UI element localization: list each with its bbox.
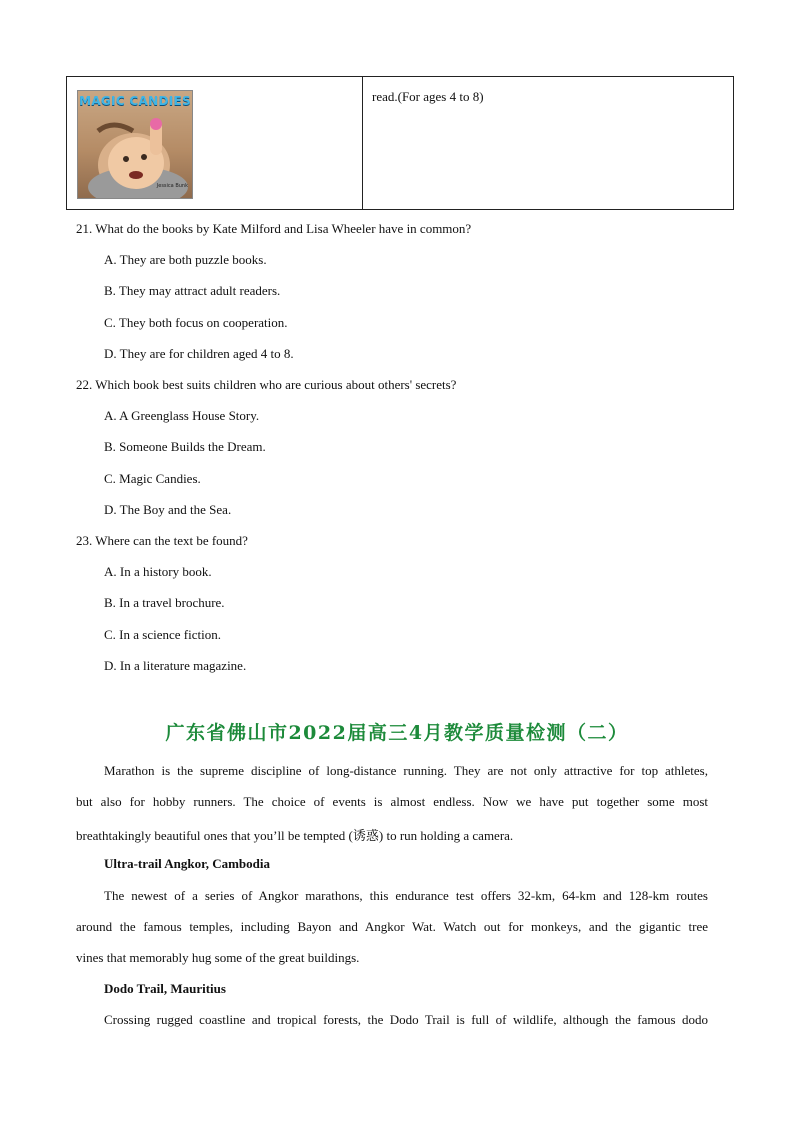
dodo-line-1: Crossing rugged coastline and tropical forests, the Dodo Trail is full of wildlife, although the famous dodo (104, 1012, 708, 1027)
cover-title: MAGIC CANDIES (79, 94, 191, 108)
q23-option-d: D. In a literature magazine. (104, 658, 247, 673)
passage-intro-line-3: breathtakingly beautiful ones that you’ll be tempted (诱惑) to run holding a camera. (76, 828, 514, 843)
q21-option-d: D. They are for children aged 4 to 8. (104, 346, 294, 361)
angkor-line-2: around the famous temples, including Bayon and Angkor Wat. Watch out for monkeys, and the gigantic tree (76, 919, 708, 934)
cover-author: Jessica Bunk (156, 183, 188, 189)
subheading-dodo: Dodo Trail, Mauritius (104, 981, 226, 996)
angkor-line-1: The newest of a series of Angkor marathons, this endurance test offers 32-km, 64-km and 128-km routes (104, 888, 708, 903)
q23-option-b: B. In a travel brochure. (104, 595, 225, 610)
section-heading: 广东省佛山市2022届高三4月教学质量检测（二） (165, 722, 629, 744)
q23-option-a: A. In a history book. (104, 564, 212, 579)
magic-candies-cover-image (77, 90, 193, 199)
q23-option-c: C. In a science fiction. (104, 627, 221, 642)
q21-option-b: B. They may attract adult readers. (104, 283, 281, 298)
table-divider (362, 77, 363, 209)
passage-intro-line-2: but also for hobby runners. The choice of events is almost endless. Now we have put together some most (76, 794, 708, 809)
table-cell-text: read.(For ages 4 to 8) (372, 89, 484, 104)
question-23: 23. Where can the text be found? (76, 533, 248, 548)
book-table (66, 76, 734, 210)
subheading-angkor: Ultra-trail Angkor, Cambodia (104, 856, 270, 871)
q22-option-d: D. The Boy and the Sea. (104, 502, 232, 517)
q22-option-a: A. A Greenglass House Story. (104, 408, 260, 423)
question-22: 22. Which book best suits children who are curious about others' secrets? (76, 377, 457, 392)
q22-option-c: C. Magic Candies. (104, 471, 201, 486)
q22-option-b: B. Someone Builds the Dream. (104, 439, 266, 454)
q21-option-c: C. They both focus on cooperation. (104, 315, 288, 330)
q21-option-a: A. They are both puzzle books. (104, 252, 267, 267)
angkor-line-3: vines that memorably hug some of the great buildings. (76, 950, 360, 965)
passage-intro-line-1: Marathon is the supreme discipline of long-distance running. They are not only attractive for top athletes, (104, 763, 708, 778)
question-21: 21. What do the books by Kate Milford and Lisa Wheeler have in common? (76, 221, 472, 236)
